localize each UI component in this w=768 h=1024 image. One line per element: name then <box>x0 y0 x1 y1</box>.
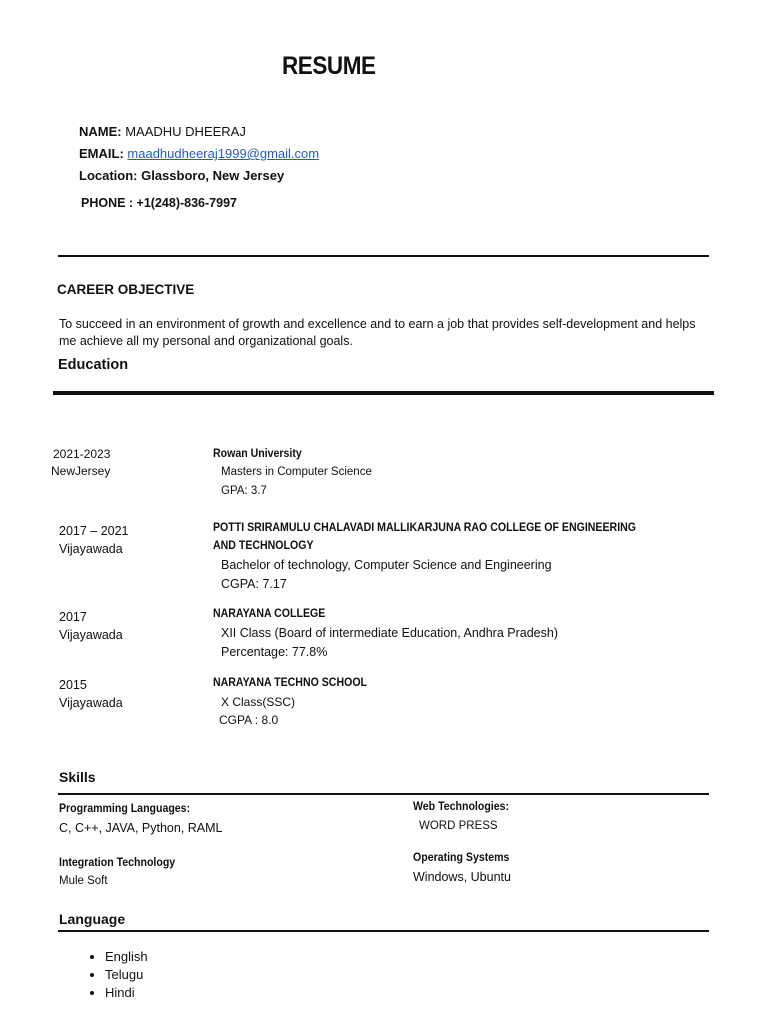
integration-technology-value: Mule Soft <box>59 875 108 887</box>
edu-degree: Bachelor of technology, Computer Science and Engineering <box>221 558 552 572</box>
edu-school-cont: AND TECHNOLOGY <box>213 540 314 552</box>
name-line <box>79 124 246 139</box>
language-list <box>84 948 148 1002</box>
language-item: • Hindi <box>105 984 148 1002</box>
name-label: NAME: <box>79 124 122 139</box>
career-objective-heading: CAREER OBJECTIVE <box>57 282 195 297</box>
name-value: MAADHU DHEERAJ <box>121 124 246 139</box>
integration-technology-label: Integration Technology <box>59 857 176 869</box>
edu-years: 2017 <box>59 610 87 624</box>
edu-years: 2015 <box>59 678 87 692</box>
web-technologies-label: Web Technologies: <box>413 801 510 813</box>
edu-grade: Percentage: 77.8% <box>221 645 328 659</box>
edu-years: 2021-2023 <box>53 447 111 461</box>
education-heading: Education <box>58 357 129 373</box>
language-divider <box>58 930 709 932</box>
language-item: • Telugu <box>105 966 148 984</box>
email-label: EMAIL: <box>79 146 124 161</box>
resume-title: RESUME <box>282 52 376 80</box>
edu-grade: GPA: 3.7 <box>221 485 267 497</box>
email-line <box>79 146 319 161</box>
edu-degree: X Class(SSC) <box>221 695 296 709</box>
programming-languages-value: C, C++, JAVA, Python, RAML <box>59 821 223 835</box>
edu-degree: Masters in Computer Science <box>221 466 372 478</box>
location-line: Location: Glassboro, New Jersey <box>79 168 285 183</box>
web-technologies-value: WORD PRESS <box>419 820 498 832</box>
operating-systems-label: Operating Systems <box>413 852 510 864</box>
edu-place: Vijayawada <box>59 542 123 556</box>
edu-place: Vijayawada <box>59 628 123 642</box>
header-divider <box>58 255 709 257</box>
programming-languages-label: Programming Languages: <box>59 803 191 815</box>
edu-grade: CGPA : 8.0 <box>219 713 279 727</box>
career-objective-text: To succeed in an environment of growth and excellence and to earn a job that provides self-development and helps me achieve all my personal and organizational goals. <box>59 317 696 348</box>
edu-school: NARAYANA TECHNO SCHOOL <box>213 677 368 689</box>
language-heading: Language <box>59 911 126 927</box>
phone-line: PHONE : +1(248)-836-7997 <box>81 196 237 210</box>
edu-place: Vijayawada <box>59 696 123 710</box>
edu-place: NewJersey <box>51 464 111 478</box>
education-divider <box>53 391 714 395</box>
edu-school: Rowan University <box>213 448 302 460</box>
edu-school: POTTI SRIRAMULU CHALAVADI MALLIKARJUNA RAO COLLEGE OF ENGINEERING <box>213 522 636 534</box>
skills-divider <box>58 793 709 795</box>
edu-grade: CGPA: 7.17 <box>221 577 287 591</box>
skills-heading: Skills <box>59 769 96 785</box>
edu-school: NARAYANA COLLEGE <box>213 608 326 620</box>
operating-systems-value: Windows, Ubuntu <box>413 870 511 884</box>
edu-years: 2017 – 2021 <box>59 524 129 538</box>
language-item: • English <box>105 948 148 966</box>
email-link[interactable]: maadhudheeraj1999@gmail.com <box>127 146 320 161</box>
edu-degree: XII Class (Board of intermediate Education, Andhra Pradesh) <box>221 626 558 640</box>
